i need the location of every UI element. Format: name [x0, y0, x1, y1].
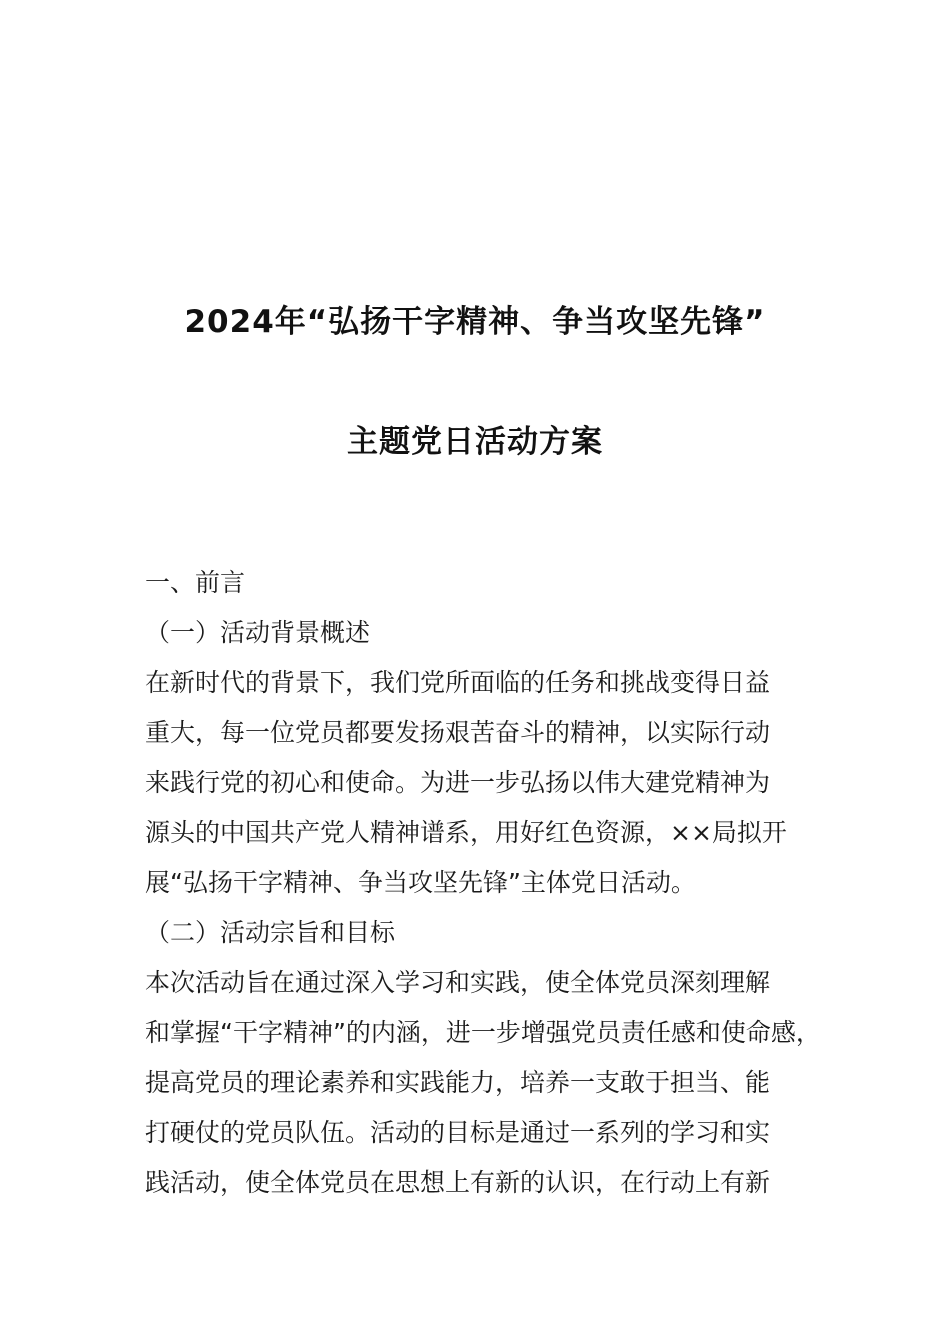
- paragraph-line: 在新时代的背景下，我们党所面临的任务和挑战变得日益: [145, 668, 771, 697]
- paragraph-line: 来践行党的初心和使命。为进一步弘扬以伟大建党精神为: [145, 768, 771, 797]
- document-title-line-1: 2024年“弘扬干字精神、争当攻坚先锋”: [184, 304, 766, 340]
- paragraph-line: 本次活动旨在通过深入学习和实践，使全体党员深刻理解: [145, 968, 771, 997]
- paragraph-line: 展“弘扬干字精神、争当攻坚先锋”主体党日活动。: [145, 868, 696, 897]
- paragraph-line: 源头的中国共产党人精神谱系，用好红色资源，××局拟开: [145, 818, 787, 847]
- subsection-heading-purpose: （二）活动宗旨和目标: [145, 918, 396, 947]
- paragraph-line: 打硬仗的党员队伍。活动的目标是通过一系列的学习和实: [145, 1118, 771, 1147]
- paragraph-line: 重大，每一位党员都要发扬艰苦奋斗的精神，以实际行动: [145, 718, 771, 747]
- paragraph-line: 和掌握“干字精神”的内涵，进一步增强党员责任感和使命感，: [145, 1018, 821, 1047]
- document-body: [145, 558, 845, 1208]
- document-title-line-2: 主题党日活动方案: [347, 424, 603, 460]
- paragraph-line: 践活动，使全体党员在思想上有新的认识，在行动上有新: [145, 1168, 771, 1197]
- section-heading-preface: 一、前言: [145, 568, 246, 597]
- subsection-heading-background: （一）活动背景概述: [145, 618, 371, 647]
- paragraph-line: 提高党员的理论素养和实践能力，培养一支敢于担当、能: [145, 1068, 771, 1097]
